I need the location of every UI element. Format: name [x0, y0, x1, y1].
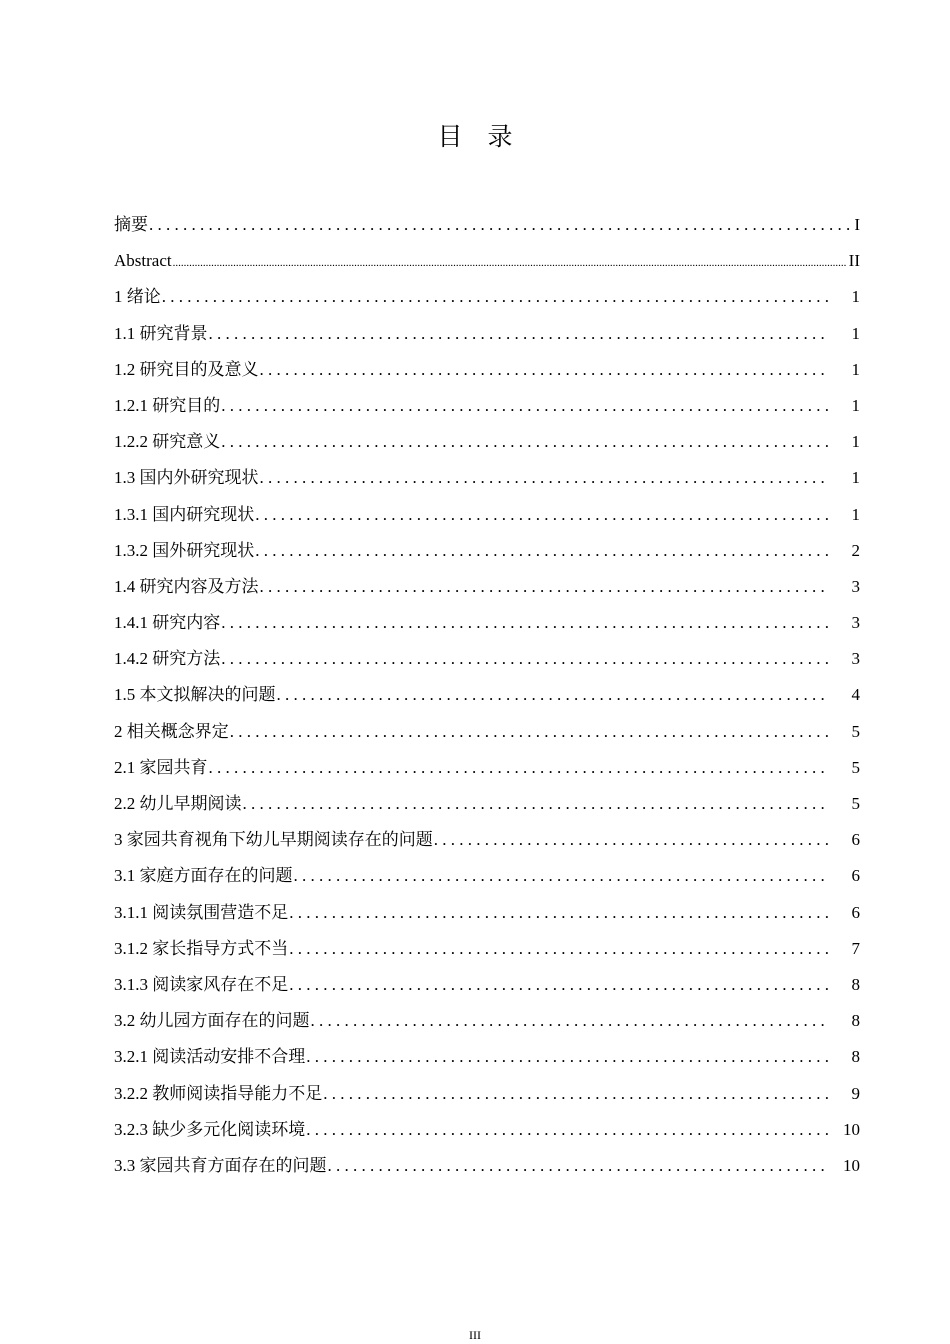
toc-dot-leader — [173, 248, 847, 276]
toc-dot-leader — [289, 900, 830, 926]
toc-entry-page: 9 — [851, 1083, 860, 1103]
toc-dot-leader — [221, 429, 830, 455]
toc-entry-page: 4 — [851, 685, 860, 705]
toc-entry-page: II — [848, 251, 860, 271]
toc-entry-page: 1 — [851, 468, 860, 488]
toc-entry-label: 2.1 家园共育 — [114, 757, 208, 777]
toc-entry[interactable] — [114, 646, 860, 682]
toc-entry-page: 5 — [851, 721, 860, 741]
toc-entry[interactable] — [114, 284, 860, 320]
toc-entry-page: 1 — [851, 395, 860, 415]
toc-entry-page: 2 — [851, 540, 860, 560]
toc-entry[interactable] — [114, 610, 860, 646]
toc-entry-page: 8 — [851, 1047, 860, 1067]
toc-dot-leader — [311, 1008, 831, 1034]
page-title: 目 录 — [437, 124, 513, 151]
toc-entry-label: Abstract — [114, 251, 172, 271]
toc-entry-page: 6 — [851, 866, 860, 886]
toc-entry-label: 1.2.2 研究意义 — [114, 432, 221, 452]
toc-entry-page: 10 — [843, 1155, 860, 1175]
toc-entry-label: 2 相关概念界定 — [114, 721, 229, 741]
toc-entry-label: 1.2 研究目的及意义 — [114, 359, 259, 379]
toc-entry[interactable] — [114, 900, 860, 936]
toc-entry-page: 8 — [851, 1011, 860, 1031]
toc-entry-page: 8 — [851, 974, 860, 994]
toc-dot-leader — [162, 284, 830, 310]
toc-entry[interactable] — [114, 682, 860, 718]
toc-dot-leader — [260, 357, 831, 383]
toc-entry-page: 6 — [851, 902, 860, 922]
toc-entry[interactable] — [114, 357, 860, 393]
toc-entry-label: 3.2 幼儿园方面存在的问题 — [114, 1011, 310, 1031]
toc-entry[interactable] — [114, 972, 860, 1008]
toc-entry[interactable] — [114, 429, 860, 465]
toc-entry-page: 1 — [851, 287, 860, 307]
toc-entry-page: 5 — [851, 757, 860, 777]
table-of-contents — [114, 212, 860, 1189]
toc-entry[interactable] — [114, 719, 860, 755]
toc-entry[interactable] — [114, 755, 860, 791]
toc-dot-leader — [209, 321, 831, 347]
toc-entry[interactable] — [114, 321, 860, 357]
toc-entry-page: 3 — [851, 576, 860, 596]
toc-entry-label: 1.4 研究内容及方法 — [114, 576, 259, 596]
toc-entry-label: 3 家园共育视角下幼儿早期阅读存在的问题 — [114, 830, 433, 850]
toc-dot-leader — [289, 972, 830, 998]
toc-dot-leader — [255, 538, 830, 564]
toc-entry-page: 1 — [851, 359, 860, 379]
toc-entry-label: 3.3 家园共育方面存在的问题 — [114, 1155, 327, 1175]
toc-entry[interactable] — [114, 1117, 860, 1153]
toc-entry-label: 1.4.2 研究方法 — [114, 649, 221, 669]
toc-dot-leader — [306, 1044, 830, 1070]
toc-dot-leader — [230, 719, 830, 745]
toc-entry-page: 6 — [851, 830, 860, 850]
toc-dot-leader — [294, 863, 831, 889]
toc-entry-page: 3 — [851, 649, 860, 669]
toc-entry-label: 3.1.2 家长指导方式不当 — [114, 938, 289, 958]
toc-entry-label: 摘要 — [114, 215, 148, 234]
toc-entry[interactable] — [114, 1008, 860, 1044]
toc-dot-leader — [289, 936, 830, 962]
toc-entry-page: 10 — [843, 1119, 860, 1139]
toc-entry-page: 1 — [851, 504, 860, 524]
toc-dot-leader — [255, 502, 830, 528]
toc-entry-label: 1.3.1 国内研究现状 — [114, 504, 255, 524]
toc-entry[interactable] — [114, 538, 860, 574]
toc-dot-leader — [328, 1153, 831, 1179]
toc-entry[interactable] — [114, 827, 860, 863]
toc-entry-page: 1 — [851, 432, 860, 452]
toc-entry-label: 1.3.2 国外研究现状 — [114, 540, 255, 560]
toc-entry-label: 2.2 幼儿早期阅读 — [114, 794, 242, 813]
toc-entry-page: 5 — [851, 794, 860, 813]
toc-dot-leader — [434, 827, 830, 853]
toc-entry[interactable] — [114, 936, 860, 972]
toc-entry-label: 1.5 本文拟解决的问题 — [114, 685, 276, 705]
toc-entry-label: 3.2.1 阅读活动安排不合理 — [114, 1047, 306, 1067]
toc-dot-leader — [260, 465, 831, 491]
toc-entry[interactable] — [114, 1081, 860, 1117]
toc-dot-leader — [323, 1081, 830, 1107]
toc-dot-leader — [306, 1117, 830, 1143]
toc-entry[interactable] — [114, 1044, 860, 1080]
toc-entry-page: I — [854, 215, 860, 234]
toc-dot-leader — [209, 755, 831, 781]
toc-dot-leader — [260, 574, 831, 600]
toc-entry-page: 7 — [851, 938, 860, 958]
toc-entry-label: 1.4.1 研究内容 — [114, 613, 221, 633]
toc-entry[interactable] — [114, 465, 860, 501]
toc-entry[interactable] — [114, 248, 860, 284]
toc-entry-label: 3.2.2 教师阅读指导能力不足 — [114, 1083, 323, 1103]
toc-entry-label: 1 绪论 — [114, 287, 161, 307]
toc-entry-label: 3.1 家庭方面存在的问题 — [114, 866, 293, 886]
toc-entry[interactable] — [114, 863, 860, 899]
toc-dot-leader — [243, 791, 831, 817]
toc-entry-label: 1.1 研究背景 — [114, 323, 208, 343]
toc-dot-leader — [277, 682, 831, 708]
toc-entry[interactable] — [114, 212, 860, 248]
toc-entry[interactable] — [114, 1153, 860, 1189]
toc-entry-label: 3.1.3 阅读家风存在不足 — [114, 974, 289, 994]
toc-entry[interactable] — [114, 502, 860, 538]
toc-entry[interactable] — [114, 791, 860, 827]
toc-entry-label: 3.2.3 缺少多元化阅读环境 — [114, 1119, 306, 1139]
toc-entry[interactable] — [114, 393, 860, 429]
toc-entry-label: 3.1.1 阅读氛围营造不足 — [114, 902, 289, 922]
toc-entry-page: 1 — [851, 323, 860, 343]
toc-dot-leader — [221, 393, 830, 419]
toc-entry-label: 1.2.1 研究目的 — [114, 395, 221, 415]
toc-dot-leader — [149, 212, 852, 238]
toc-entry-label: 1.3 国内外研究现状 — [114, 468, 259, 488]
toc-dot-leader — [221, 610, 830, 636]
toc-entry[interactable] — [114, 574, 860, 610]
page-number: III — [469, 1328, 481, 1342]
toc-dot-leader — [221, 646, 830, 672]
toc-entry-page: 3 — [851, 613, 860, 633]
